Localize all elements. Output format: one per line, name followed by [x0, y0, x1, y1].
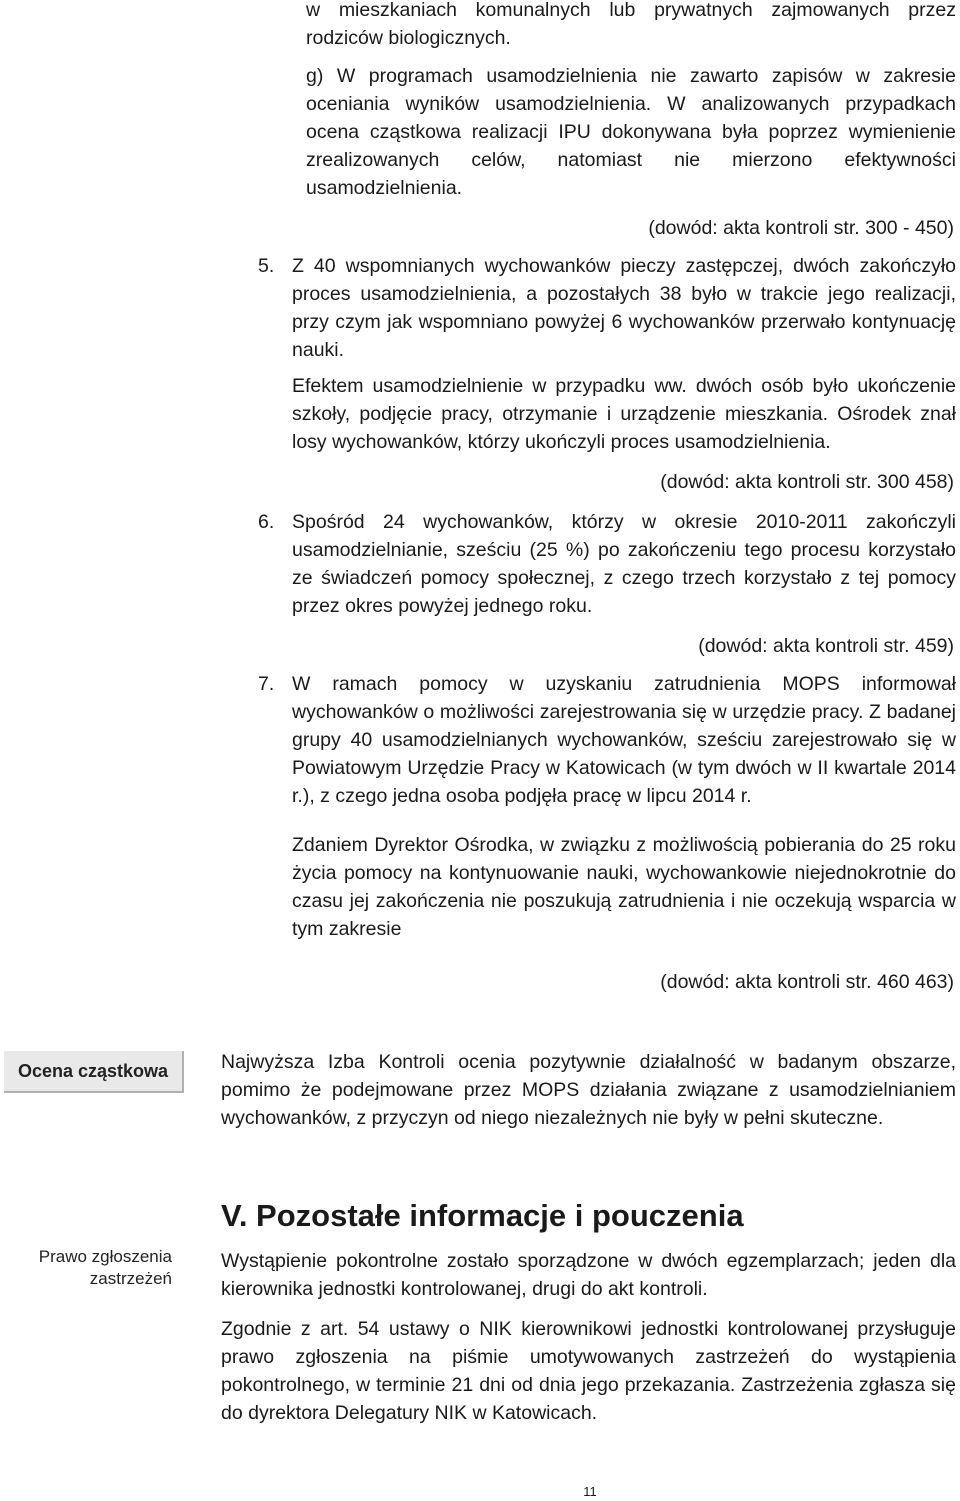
item-6-paragraph: Spośród 24 wychowanków, którzy w okresie 2010-2011 zakończyli usamodzielnianie, sześciu (25 %) po zakończeniu tego procesu korzystało ze świadczeń pomocy społecznej, z czego trzech korzystało z tej pomocy przez okres powyżej jednego roku.	[292, 511, 956, 617]
section-5-body	[221, 1247, 956, 1427]
item-7-number: 7.	[258, 673, 275, 695]
item-7	[292, 670, 956, 943]
section-5-paragraph-2: Zgodnie z art. 54 ustawy o NIK kierownikowi jednostki kontrolowanej przysługuje prawo zgłoszenia na piśmie umotywowanych zastrzeżeń do wystąpienia pokontrolnego, w terminie 21 dni od dnia jego przekazania. Zastrzeżenia zgłasza się do dyrektora Delegatury NIK w Katowicach.	[221, 1318, 956, 1424]
item-5-number: 5.	[258, 255, 275, 277]
item-5-paragraph-2: Efektem usamodzielnienie w przypadku ww. dwóch osób było ukończenie szkoły, podjęcie pracy, otrzymanie i urządzenie mieszkania. Ośrodek znał losy wychowanków, którzy ukończyli proces usamodzielnienia.	[292, 375, 956, 453]
evidence-ref-7: (dowód: akta kontroli str. 460 463)	[660, 971, 954, 993]
item-5-paragraph-1: Z 40 wspomnianych wychowanków pieczy zastępczej, dwóch zakończyło proces usamodzielnienia, a pozostałych 38 było w trakcie jego realizacji, przy czym jak wspomniano powyżej 6 wychowanków przerwało kontynuację nauki.	[292, 255, 956, 361]
evidence-ref-5: (dowód: akta kontroli str. 300 458)	[660, 471, 954, 493]
item-5	[292, 252, 956, 456]
assessment-text-block	[221, 1048, 956, 1132]
section-heading: V. Pozostałe informacje i pouczenia	[221, 1198, 744, 1233]
section-5-paragraph-1: Wystąpienie pokontrolne zostało sporządzone w dwóch egzemplarzach; jeden dla kierownika jednostki kontrolowanej, drugi do akt kontroli.	[221, 1250, 956, 1300]
evidence-ref-g: (dowód: akta kontroli str. 300 - 450)	[648, 217, 954, 239]
item-7-paragraph-2: Zdaniem Dyrektor Ośrodka, w związku z możliwością pobierania do 25 roku życia pomocy na kontynuowanie nauki, wychowankowie niejednokrotnie do czasu jej zakończenia nie poszukują zatrudnienia i nie oczekują wsparcia w tym zakresie	[292, 834, 956, 940]
page-number: 11	[583, 1484, 597, 1499]
assessment-label-box	[4, 1051, 184, 1093]
item-6-number: 6.	[258, 511, 275, 533]
evidence-ref-6: (dowód: akta kontroli str. 459)	[698, 635, 954, 657]
item-6	[292, 508, 956, 620]
objection-rights-label: Prawo zgłoszenia zastrzeżeń	[38, 1247, 172, 1288]
intro-text: w mieszkaniach komunalnych lub prywatnych zajmowanych przez rodziców biologicznych.	[306, 0, 956, 49]
assessment-text: Najwyższa Izba Kontroli ocenia pozytywnie działalność w badanym obszarze, pomimo że podejmowane przez MOPS działania związane z usamodzielnianiem wychowanków, z przyczyn od niego niezależnych nie były w pełni skuteczne.	[221, 1051, 956, 1129]
item-g-text: g) W programach usamodzielnienia nie zawarto zapisów w zakresie oceniania wyników usamodzielnienia. W analizowanych przypadkach ocena cząstkowa realizacji IPU dokonywana była poprzez wymienienie zrealizowanych celów, natomiast nie mierzono efektywności usamodzielnienia.	[306, 65, 956, 199]
intro-continuation	[306, 0, 956, 52]
item-7-paragraph-1: W ramach pomocy w uzyskaniu zatrudnienia MOPS informował wychowanków o możliwości zarejestrowania się w urzędzie pracy. Z badanej grupy 40 usamodzielnianych wychowanków, sześciu zarejestrowało się w Powiatowym Urzędzie Pracy w Katowicach (w tym dwóch w II kwartale 2014 r.), z czego jedna osoba podjęła pracę w lipcu 2014 r.	[292, 673, 956, 807]
item-g	[306, 62, 956, 202]
assessment-label: Ocena cząstkowa	[17, 1060, 169, 1081]
